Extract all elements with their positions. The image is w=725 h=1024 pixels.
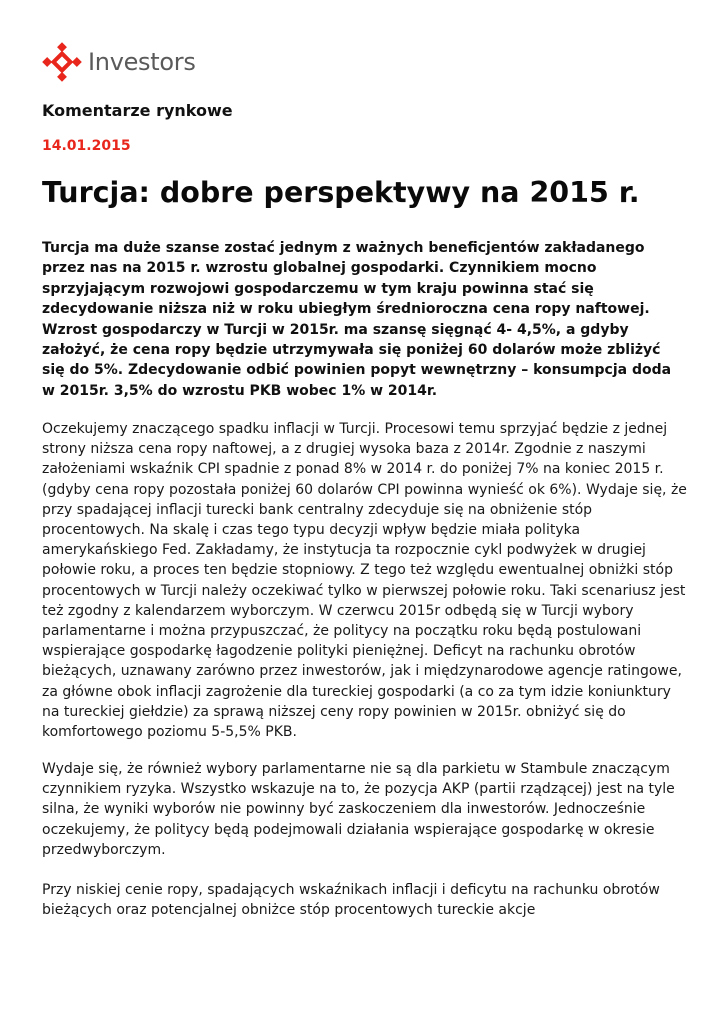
lead-paragraph: Turcja ma duże szanse zostać jednym z ważnych beneficjentów zakładanego przez nas na 2015 r. wzrostu globalnej gospodarki. Czynnikiem mocno sprzyjającym rozwojowi gospodarczemu w tym kraju powinna stać się zdecydowanie niższa niż w roku ubiegłym średnioroczna cena ropy naftowej. Wzrost gospodarczy w Turcji w 2015r. ma szansę sięgnąć 4- 4,5%, a gdyby założyć, że cena ropy będzie utrzymywała się poniżej 60 dolarów może zbliżyć się do 5%. Zdecydowanie odbić powinien popyt wewnętrzny – konsumpcja doda w 2015r. 3,5% do wzrostu PKB wobec 1% w 2014r. [42, 240, 672, 399]
brand-name: Investors [88, 48, 196, 76]
publication-date: 14.01.2015 [42, 138, 131, 154]
section-label: Komentarze rynkowe [42, 101, 233, 120]
body-paragraph-3: Przy niskiej cenie ropy, spadających wskaźnikach inflacji i deficytu na rachunku obrotów bieżących oraz potencjalnej obniżce stóp procentowych tureckie akcje [42, 882, 660, 919]
page-title: Turcja: dobre perspektywy na 2015 r. [42, 176, 640, 209]
header [42, 40, 196, 84]
body-paragraph-1: Oczekujemy znaczącego spadku inflacji w Turcji. Procesowi temu sprzyjać będzie z jednej strony niższa cena ropy naftowej, a z drugiej wysoka baza z 2014r. Zgodnie z naszymi założeniami wskaźnik CPI spadnie z ponad 8% w 2014 r. do poniżej 7% na koniec 2015 r. (gdyby cena ropy pozostała poniżej 60 dolarów CPI powinna wynieść ok 6%). Wydaje się, że przy spadającej inflacji turecki bank centralny zdecyduje się na obniżenie stóp procentowych. Na skalę i czas tego typu decyzji wpływ będzie miała polityka amerykańskiego Fed. Zakładamy, że instytucja ta rozpocznie cykl podwyżek w drugiej połowie roku, a proces ten będzie stopniowy. Z tego też względu ewentualnej obniżki stóp procentowych w Turcji należy oczekiwać tylko w pierwszej połowie roku. Taki scenariusz jest też zgodny z kalendarzem wyborczym. W czerwcu 2015r odbędą się w Turcji wybory parlamentarne i można przypuszczać, że politycy na początku roku będą postulowani wspierające gospodarkę łagodzenie polityki pieniężnej. Deficyt na rachunku obrotów bieżących, uznawany zarówno przez inwestorów, jak i międzynarodowe agencje ratingowe, za główne obok inflacji zagrożenie dla tureckiej gospodarki (a co za tym idzie koniunktury na tureckiej giełdzie) za sprawą niższej ceny ropy powinien w 2015r. obniżyć się do komfortowego poziomu 5-5,5% PKB. [42, 421, 687, 741]
investors-logo-icon [42, 42, 82, 82]
body-paragraph-2: Wydaje się, że również wybory parlamentarne nie są dla parkietu w Stambule znaczącym czynnikiem ryzyka. Wszystko wskazuje na to, że pozycja AKP (partii rządzącej) jest na tyle silna, że wyniki wyborów nie powinny być zaskoczeniem dla inwestorów. Jednocześnie oczekujemy, że politycy będą podejmowali działania wspierające gospodarkę w okresie przedwyborczym. [42, 761, 675, 858]
